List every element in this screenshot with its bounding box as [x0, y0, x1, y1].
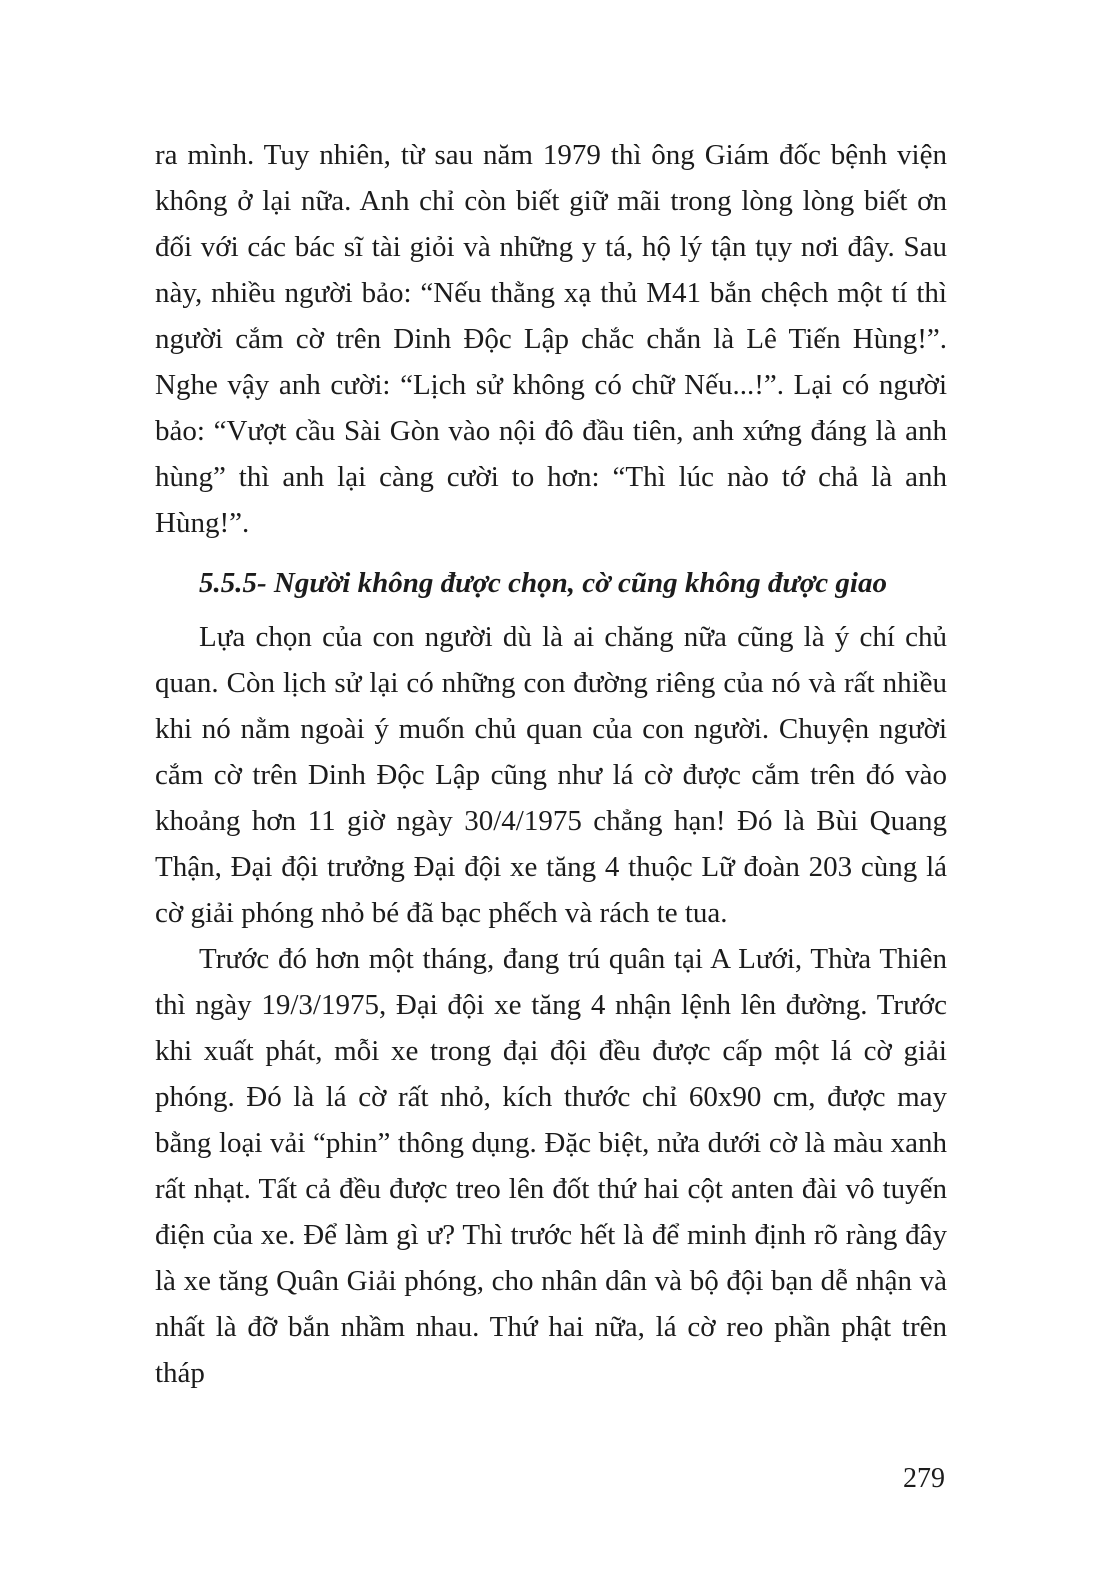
section-heading: 5.5.5- Người không được chọn, cờ cũng không được giao: [199, 567, 887, 599]
body-paragraph: Trước đó hơn một tháng, đang trú quân tại A Lưới, Thừa Thiên thì ngày 19/3/1975, Đại đội xe tăng 4 nhận lệnh lên đường. Trước khi xuất phát, mỗi xe trong đại đội đều được cấp một lá cờ giải phóng. Đó là lá cờ rất nhỏ, kích thước chỉ 60x90 cm, được may bằng loại vải “phin” thông dụng. Đặc biệt, nửa dưới cờ là màu xanh rất nhạt. Tất cả đều được treo lên đốt thứ hai cột anten đài vô tuyến điện của xe. Để làm gì ư? Thì trước hết là để minh định rõ ràng đây là xe tăng Quân Giải phóng, cho nhân dân và bộ đội bạn dễ nhận và nhất là đỡ bắn nhầm nhau. Thứ hai nữa, lá cờ reo phần phật trên tháp: [155, 943, 947, 1389]
page-number: 279: [903, 1463, 945, 1494]
page-content: [155, 132, 947, 1396]
body-paragraph-continuation: ra mình. Tuy nhiên, từ sau năm 1979 thì ông Giám đốc bệnh viện không ở lại nữa. Anh chỉ còn biết giữ mãi trong lòng lòng biết ơn đối với các bác sĩ tài giỏi và những y tá, hộ lý tận tụy nơi đây. Sau này, nhiều người bảo: “Nếu thằng xạ thủ M41 bắn chệch một tí thì người cắm cờ trên Dinh Độc Lập chắc chắn là Lê Tiến Hùng!”. Nghe vậy anh cười: “Lịch sử không có chữ Nếu...!”. Lại có người bảo: “Vượt cầu Sài Gòn vào nội đô đầu tiên, anh xứng đáng là anh hùng” thì anh lại càng cười to hơn: “Thì lúc nào tớ chả là anh Hùng!”.: [155, 139, 947, 539]
body-paragraph: Lựa chọn của con người dù là ai chăng nữa cũng là ý chí chủ quan. Còn lịch sử lại có những con đường riêng của nó và rất nhiều khi nó nằm ngoài ý muốn chủ quan của con người. Chuyện người cắm cờ trên Dinh Độc Lập cũng như lá cờ được cắm trên đó vào khoảng hơn 11 giờ ngày 30/4/1975 chẳng hạn! Đó là Bùi Quang Thận, Đại đội trưởng Đại đội xe tăng 4 thuộc Lữ đoàn 203 cùng lá cờ giải phóng nhỏ bé đã bạc phếch và rách te tua.: [155, 621, 947, 929]
